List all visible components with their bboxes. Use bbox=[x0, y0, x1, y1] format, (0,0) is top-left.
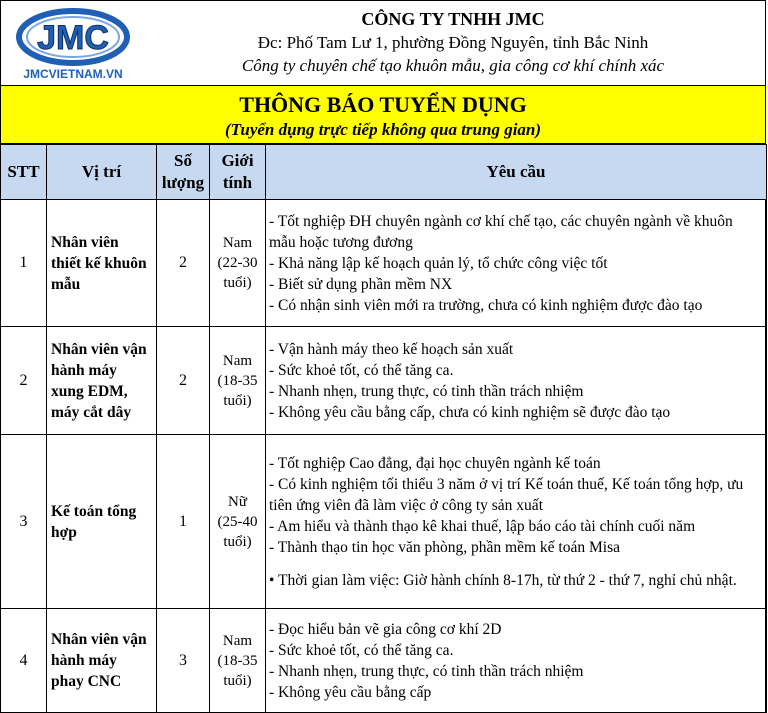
header-stt: STT bbox=[1, 145, 47, 200]
logo-site: JMCVIETNAM.VN bbox=[23, 67, 123, 81]
row-gender-value: Nam bbox=[222, 352, 253, 369]
table-header-row bbox=[1, 145, 767, 200]
row-age-range: (22-30 tuổi) bbox=[217, 255, 258, 291]
notice-banner bbox=[1, 85, 765, 144]
header-quantity-line1: Số bbox=[174, 151, 192, 170]
row-gender-value: Nữ bbox=[228, 493, 247, 510]
row-gender-value: Nam bbox=[222, 632, 253, 649]
requirement-item: - Nhanh nhẹn, trung thực, có tinh thần trách nhiệm bbox=[269, 662, 584, 680]
logo-text: JMC bbox=[37, 19, 109, 57]
requirement-item: - Vận hành máy theo kế hoạch sản xuất bbox=[269, 340, 514, 358]
company-description: Công ty chuyên chế tạo khuôn mẫu, gia công cơ khí chính xác bbox=[241, 56, 665, 75]
row-position: Nhân viên thiết kế khuôn mẫu bbox=[47, 200, 157, 327]
company-info bbox=[141, 7, 765, 77]
recruitment-table bbox=[0, 144, 767, 713]
requirement-item: - Không yêu cầu bằng cấp, chưa có kinh nghiệm sẽ được đào tạo bbox=[269, 403, 671, 421]
row-age-range: (18-35 tuổi) bbox=[217, 372, 258, 409]
company-address: Đc: Phố Tam Lư 1, phường Đồng Nguyên, tỉnh Bắc Ninh bbox=[257, 33, 649, 52]
header-quantity bbox=[157, 145, 210, 200]
row-position: Nhân viên vận hành máy phay CNC bbox=[47, 609, 157, 713]
row-quantity: 2 bbox=[157, 200, 210, 327]
table-row bbox=[1, 327, 767, 435]
row-gender bbox=[210, 200, 266, 327]
requirement-item: - Khả năng lập kế hoạch quản lý, tổ chức công việc tốt bbox=[269, 254, 608, 272]
header-quantity-line2: lượng bbox=[161, 173, 205, 192]
row-requirements bbox=[266, 200, 767, 327]
header-requirements: Yêu cầu bbox=[266, 145, 767, 200]
requirement-item: - Nhanh nhẹn, trung thực, có tinh thần trách nhiệm bbox=[269, 382, 584, 400]
table-row bbox=[1, 435, 767, 609]
working-hours-note: • Thời gian làm việc: Giờ hành chính 8-17h, từ thứ 2 - thứ 7, nghỉ chủ nhật. bbox=[269, 571, 737, 589]
row-stt: 2 bbox=[1, 327, 47, 435]
row-stt: 4 bbox=[1, 609, 47, 713]
header-gender-line1: Giới bbox=[221, 151, 254, 170]
row-requirements bbox=[266, 609, 767, 713]
row-gender bbox=[210, 435, 266, 609]
requirement-item: - Có kinh nghiệm tối thiểu 3 năm ở vị trí Kế toán thuế, Kế toán tổng hợp, ưu tiên ứng viên đã làm việc ở công ty sản xuất bbox=[269, 475, 744, 514]
row-quantity: 2 bbox=[157, 327, 210, 435]
company-name: CÔNG TY TNHH JMC bbox=[361, 9, 545, 29]
row-position: Nhân viên vận hành máy xung EDM, máy cắt dây bbox=[47, 327, 157, 435]
row-stt: 1 bbox=[1, 200, 47, 327]
jmc-logo bbox=[9, 3, 139, 83]
header-position: Vị trí bbox=[47, 145, 157, 200]
requirement-item: - Có nhận sinh viên mới ra trường, chưa có kinh nghiệm được đào tạo bbox=[269, 296, 703, 314]
table-row bbox=[1, 200, 767, 327]
requirement-item: - Sức khoẻ tốt, có thể tăng ca. bbox=[269, 361, 454, 379]
requirement-item: - Không yêu cầu bằng cấp bbox=[269, 683, 432, 701]
requirement-item: - Biết sử dụng phần mềm NX bbox=[269, 275, 453, 293]
header-gender-line2: tính bbox=[222, 173, 253, 192]
row-quantity: 1 bbox=[157, 435, 210, 609]
row-age-range: (18-35 tuổi) bbox=[217, 652, 258, 689]
row-gender-value: Nam bbox=[222, 235, 253, 251]
requirement-item: - Tốt nghiệp Cao đẳng, đại học chuyên ngành kế toán bbox=[269, 454, 601, 472]
row-gender bbox=[210, 327, 266, 435]
requirement-item: - Đọc hiểu bản vẽ gia công cơ khí 2D bbox=[269, 620, 502, 638]
notice-title: THÔNG BÁO TUYỂN DỤNG bbox=[239, 92, 527, 117]
requirement-item: - Thành thạo tin học văn phòng, phần mềm kế toán Misa bbox=[269, 538, 620, 556]
table-row bbox=[1, 609, 767, 713]
requirement-item: - Am hiểu và thành thạo kê khai thuế, lập báo cáo tài chính cuối năm bbox=[269, 517, 696, 535]
requirement-item: - Tốt nghiệp ĐH chuyên ngành cơ khí chế tạo, các chuyên ngành về khuôn mẫu hoặc tương đương bbox=[269, 212, 733, 251]
row-requirements bbox=[266, 327, 767, 435]
notice-subtitle: (Tuyển dụng trực tiếp không qua trung gian) bbox=[224, 120, 542, 139]
row-position: Kế toán tổng hợp bbox=[47, 435, 157, 609]
header-gender bbox=[210, 145, 266, 200]
requirement-item: - Sức khoẻ tốt, có thể tăng ca. bbox=[269, 641, 454, 659]
row-quantity: 3 bbox=[157, 609, 210, 713]
company-header bbox=[1, 0, 765, 85]
row-gender bbox=[210, 609, 266, 713]
row-requirements bbox=[266, 435, 767, 609]
row-age-range: (25-40 tuổi) bbox=[217, 513, 258, 550]
row-stt: 3 bbox=[1, 435, 47, 609]
